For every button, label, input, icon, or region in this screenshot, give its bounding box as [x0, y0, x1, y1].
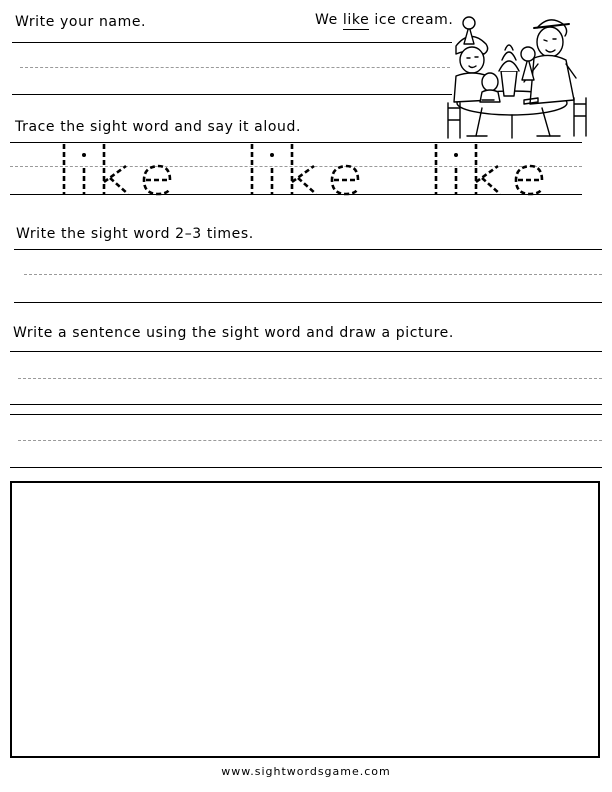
write-base-line — [14, 302, 602, 303]
name-top-line — [12, 42, 452, 43]
name-mid-dashed-line — [20, 67, 450, 68]
trace-words — [0, 140, 612, 200]
sentence-line-1-base — [10, 404, 602, 405]
write-word-prompt: Write the sight word 2–3 times. — [16, 226, 254, 242]
trace-prompt: Trace the sight word and say it aloud. — [15, 119, 302, 135]
write-mid-dashed-line — [24, 274, 602, 275]
sentence-line-1-top — [10, 351, 602, 352]
write-top-line — [14, 249, 602, 250]
sentence-line-2-base — [10, 467, 602, 468]
sentence-line-1-dashed — [18, 378, 602, 379]
trace-word-3 — [436, 144, 542, 194]
sentence-line-2-top — [10, 414, 602, 415]
example-sentence — [315, 12, 453, 28]
name-base-line — [12, 94, 452, 95]
trace-word-1 — [64, 144, 170, 194]
name-prompt: Write your name. — [15, 14, 147, 30]
sentence-line-2-dashed — [18, 440, 602, 441]
sentence-end: ice cream. — [374, 12, 454, 28]
sentence-prompt: Write a sentence using the sight word and draw a picture. — [13, 325, 454, 341]
sight-word-underlined: like — [342, 12, 370, 28]
sentence-start: We — [315, 12, 338, 28]
drawing-box[interactable] — [10, 481, 600, 758]
footer-url: www.sightwordsgame.com — [221, 765, 391, 778]
trace-word-2 — [252, 144, 358, 194]
ice-cream-party-illustration — [442, 8, 592, 143]
